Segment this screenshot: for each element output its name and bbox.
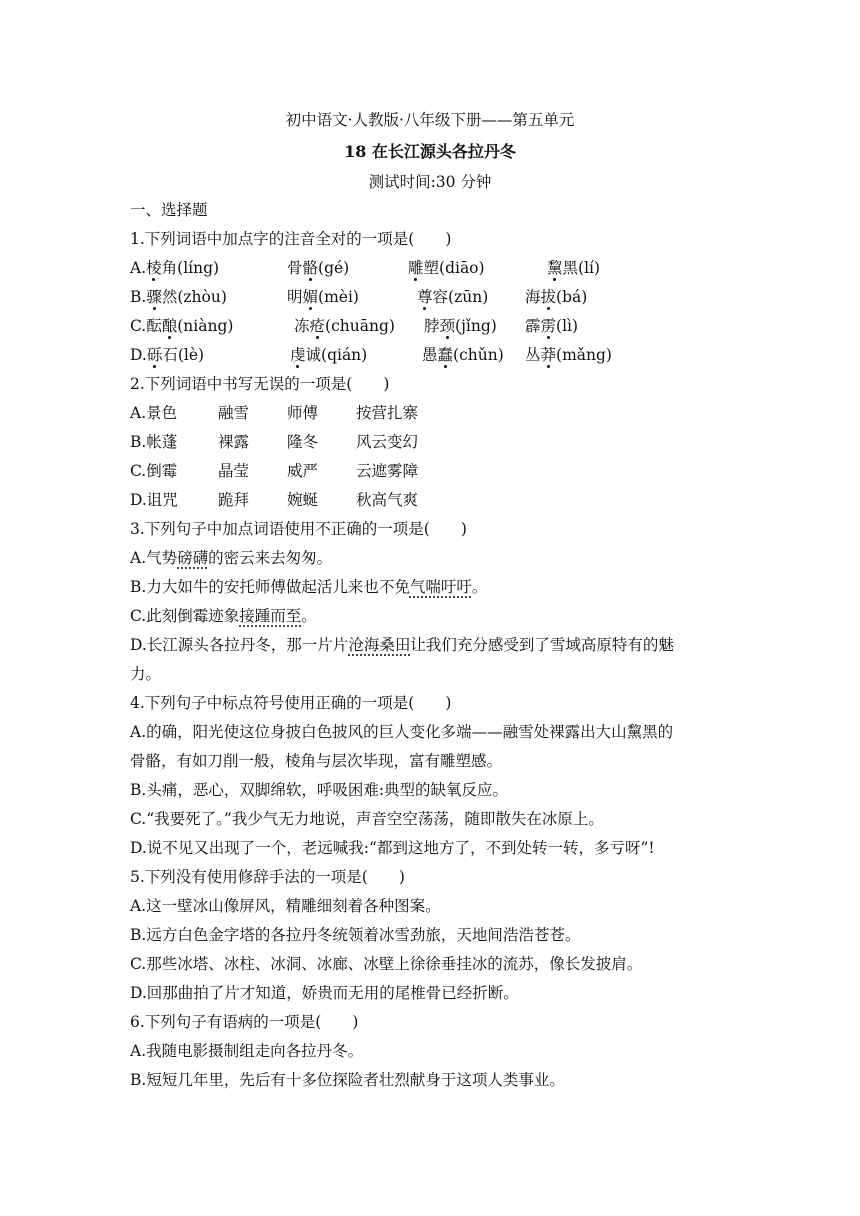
q3-option-d-line2: 力。 [130,665,162,683]
lesson-title: 18 在长江源头各拉丹冬 [344,142,516,161]
dotted-char: 酿 [161,317,178,335]
dotted-char: 颈 [439,317,456,335]
q1-b-term-3: 尊容(zūn) [417,288,489,306]
q2-d-term-4: 秋高气爽 [356,491,419,509]
q1-d-term-4: 丛莽(mǎng) [525,346,612,364]
q5-stem: 5.下列没有使用修辞手法的一项是( ) [130,868,405,886]
q2-d-term-2: 跪拜 [218,491,250,509]
dotted-char: 尊 [417,288,433,306]
dotted-phrase: 磅礴 [177,549,209,567]
dotted-char: 莽 [540,346,557,364]
q2-b-term-4: 风云变幻 [356,433,419,451]
dotted-char: 砾 [146,346,163,364]
q6-option-b: B.短短几年里，先后有十多位探险者壮烈献身于这项人类事业。 [130,1071,565,1089]
dotted-phrase: 气喘吁吁 [409,578,472,596]
q5-option-a: A.这一壁冰山像屏风，精雕细刻着各种图案。 [130,897,441,915]
dotted-phrase: 沧海桑田 [348,636,411,654]
dotted-char: 骤 [146,288,162,306]
q6-option-a: A.我随电影摄制组走向各拉丹冬。 [130,1042,364,1060]
option-letter: A. [130,259,147,277]
q1-option-d: D.砾石(lè) [130,346,205,364]
q1-d-term-3: 愚蠢(chǔn) [422,346,504,364]
q1-stem: 1.下列词语中加点字的注音全对的一项是( ) [130,230,452,248]
q3-option-d-line1: D.长江源头各拉丹冬，那一片片沧海桑田让我们充分感受到了雪域高原特有的魅 [130,636,674,654]
q1-option-a: A.棱角(líng) [130,259,220,277]
q1-b-term-2: 明媚(mèi) [287,288,359,306]
q3-option-b: B.力大如牛的安托师傅做起活儿来也不免气喘吁吁。 [130,578,488,596]
q2-a-term-4: 按营扎寨 [356,404,419,422]
q2-b-term-2: 裸露 [218,433,250,451]
q5-option-b: B.远方白色金字塔的各拉丹冬统领着冰雪劲旅，天地间浩浩苍苍。 [130,926,581,944]
q3-option-a: A.气势磅礴的密云来去匆匆。 [130,549,333,567]
q2-a-term-2: 融雪 [218,404,250,422]
q5-option-d: D.回那曲拍了片才知道，娇贵而无用的尾椎骨已经折断。 [130,984,519,1002]
q4-option-a-line1: A.的确，阳光使这位身披白色披风的巨人变化多端——融雪处裸露出大山黧黑的 [130,723,674,741]
dotted-char: 黧 [547,259,563,277]
q4-option-b: B.头痛，恶心，双脚绵软，呼吸困难:典型的缺氧反应。 [130,781,509,799]
q1-a-term-3: 雕塑(diāo) [408,259,485,277]
dotted-char: 拔 [540,288,557,306]
q1-option-b: B.骤然(zhòu) [130,288,227,306]
q3-stem: 3.下列句子中加点词语使用不正确的一项是( ) [130,520,467,538]
q2-d-term-1: D.诅咒 [130,491,178,509]
q2-b-term-3: 隆冬 [287,433,319,451]
q1-c-term-2: 冻疮(chuāng) [294,317,395,335]
dotted-char: 棱 [146,259,162,277]
dotted-char: 疮 [309,317,326,335]
q2-a-term-3: 师傅 [287,404,319,422]
q1-d-term-2: 虔诚(qián) [290,346,368,364]
q2-b-term-1: B.帐蓬 [130,433,178,451]
section-heading: 一、选择题 [130,201,208,219]
q1-a-term-4: 黧黑(lí) [547,259,601,277]
q4-option-c: C.“我要死了。”我少气无力地说，声音空空荡荡，随即散失在冰原上。 [130,810,604,828]
dotted-phrase: 接踵而至 [239,607,302,625]
q4-option-a-line2: 骨骼，有如刀削一般，棱角与层次毕现，富有雕塑感。 [130,752,503,770]
q4-stem: 4.下列句子中标点符号使用正确的一项是( ) [130,694,452,712]
q4-option-d: D.说不见又出现了一个，老远喊我:“都到这地方了，不到处转一转，多亏呀”! [130,839,655,857]
q1-a-term-2: 骨骼(gé) [287,259,350,277]
test-time: 测试时间:30 分钟 [368,173,492,191]
q2-a-term-1: A.景色 [130,404,178,422]
dotted-char: 虔 [290,346,306,364]
dotted-char: 媚 [302,288,319,306]
series-header: 初中语文·人教版·八年级下册——第五单元 [285,111,575,129]
q1-option-c: C.酝酿(niàng) [130,317,234,335]
q2-c-term-1: C.倒霉 [130,462,178,480]
dotted-char: 骼 [302,259,319,277]
dotted-char: 雳 [540,317,557,335]
q1-c-term-3: 脖颈(jǐng) [424,317,497,335]
q2-c-term-4: 云遮雾障 [356,462,419,480]
q2-c-term-3: 威严 [287,462,319,480]
dotted-char: 蠢 [437,346,454,364]
q5-option-c: C.那些冰塔、冰柱、冰洞、冰廊、冰壁上徐徐垂挂冰的流苏，像长发披肩。 [130,955,643,973]
q2-c-term-2: 晶莹 [218,462,250,480]
q1-b-term-4: 海拔(bá) [525,288,588,306]
q2-d-term-3: 婉蜒 [287,491,319,509]
q3-option-c: C.此刻倒霉迹象接踵而至。 [130,607,317,625]
q2-stem: 2.下列词语中书写无误的一项是( ) [130,375,390,393]
q1-c-term-4: 霹雳(lì) [525,317,579,335]
dotted-char: 雕 [408,259,424,277]
q6-stem: 6.下列句子有语病的一项是( ) [130,1013,359,1031]
